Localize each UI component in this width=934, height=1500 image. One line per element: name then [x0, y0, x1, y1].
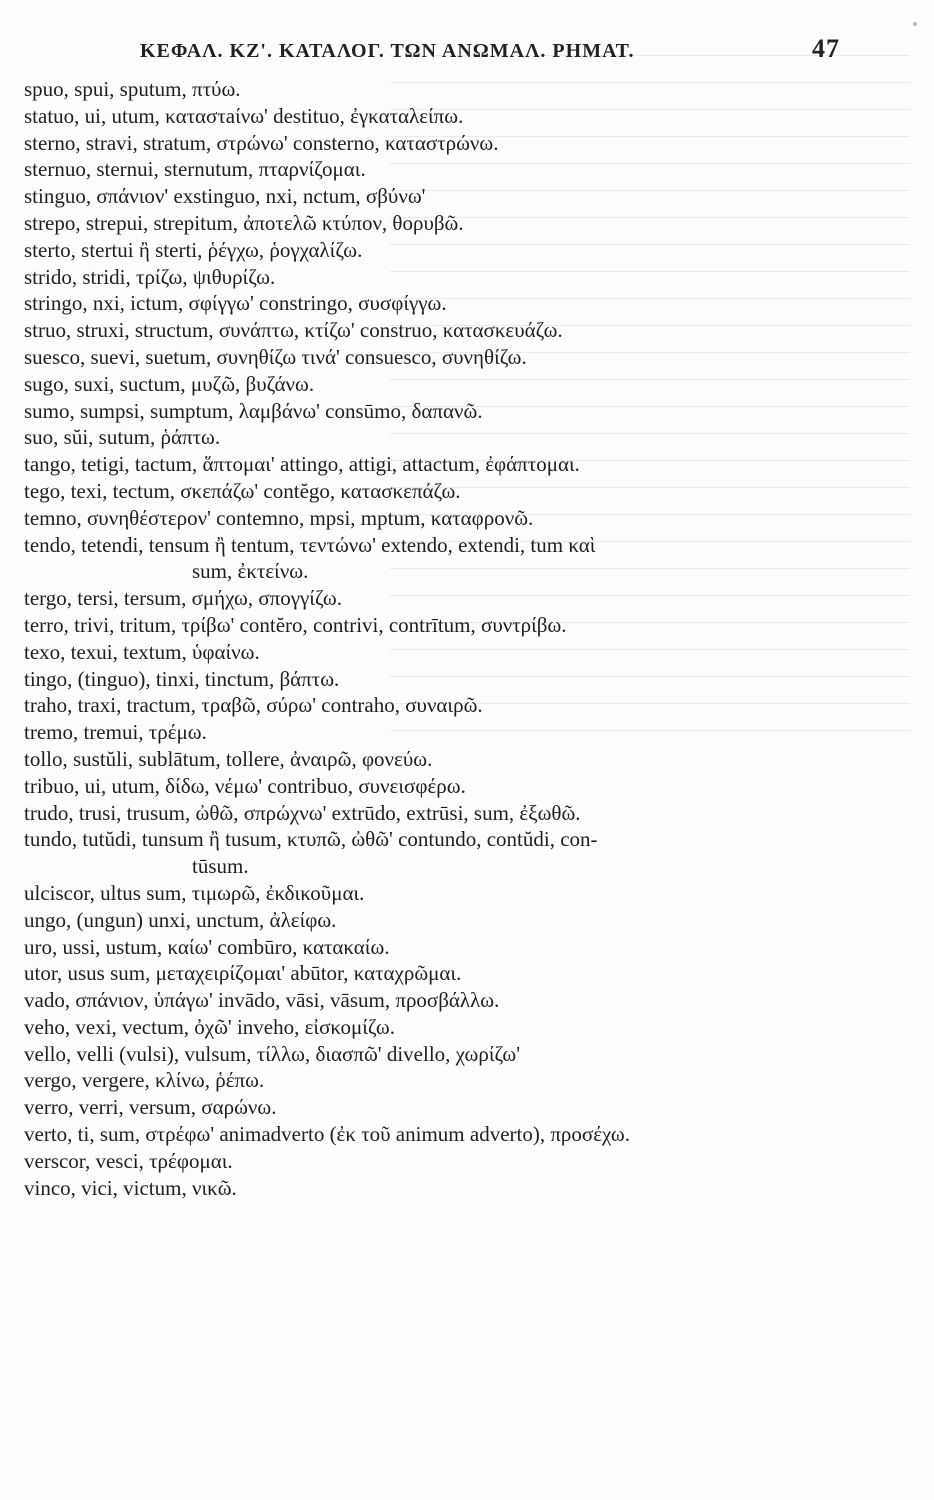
verb-entry: sugo, suxi, suctum, μυζῶ, βυζάνω.: [24, 371, 315, 396]
verb-entry: traho, traxi, tractum, τραβῶ, σύρω' contraho, συναιρῶ.: [24, 693, 483, 718]
verb-entry: vergo, vergere, κλίνω, ῥέπω.: [24, 1068, 265, 1093]
verb-entry: verscor, vesci, τρέφομαι.: [24, 1148, 233, 1173]
verb-entry: texo, texui, textum, ὑφαίνω.: [24, 639, 260, 664]
verb-entry: tribuo, ui, utum, δίδω, νέμω' contribuo, συνεισφέρω.: [24, 773, 466, 798]
verb-entry: stringo, nxi, ictum, σφίγγω' constringo, συσφίγγω.: [24, 291, 447, 316]
verb-entry: tendo, tetendi, tensum ἢ tentum, τεντώνω' extendo, extendi, tum καὶ: [24, 532, 596, 557]
verb-entry: tego, texi, tectum, σκεπάζω' contĕgo, κατασκεπάζω.: [24, 478, 461, 503]
page-number: 47: [812, 34, 840, 63]
verb-entry: struo, struxi, structum, συνάπτω, κτίζω' construo, κατασκευάζω.: [24, 318, 563, 343]
verb-entry: utor, usus sum, μεταχειρίζομαι' abūtor, καταχρῶμαι.: [24, 961, 462, 986]
verb-entry: sternuo, sternui, sternutum, πταρνίζομαι.: [24, 157, 366, 182]
verb-entry: sterto, stertui ἢ sterti, ῥέγχω, ῥογχαλίζω.: [24, 237, 363, 262]
verb-entry: vinco, vici, victum, νικῶ.: [24, 1175, 237, 1200]
verb-entry: vello, velli (vulsi), vulsum, τίλλω, διασπῶ' divello, χωρίζω': [24, 1041, 521, 1066]
verb-entry: tremo, tremui, τρέμω.: [24, 720, 207, 745]
verb-entry: tango, tetigi, tactum, ἅπτομαι' attingo, attigi, attactum, ἐφάπτομαι.: [24, 452, 580, 477]
verb-entry: tergo, tersi, tersum, σμήχω, σπογγίζω.: [24, 586, 342, 611]
verb-entry: ulciscor, ultus sum, τιμωρῶ, ἐκδικοῦμαι.: [24, 880, 365, 905]
verb-entry-continuation: tūsum.: [192, 854, 249, 879]
verb-entry: uro, ussi, ustum, καίω' combūro, κατακαίω.: [24, 934, 390, 959]
verb-entry: temno, συνηθέστερον' contemno, mpsi, mptum, καταφρονῶ.: [24, 505, 534, 530]
verb-entry: sterno, stravi, stratum, στρώνω' consterno, καταστρώνω.: [24, 130, 499, 155]
verb-entry: verto, ti, sum, στρέφω' animadverto (ἐκ τοῦ animum adverto), προσέχω.: [24, 1122, 630, 1147]
verb-entry: vado, σπάνιον, ὑπάγω' invādo, vāsi, vāsum, προσβάλλω.: [24, 988, 500, 1013]
paper-speck: [913, 22, 917, 26]
verb-entry: stinguo, σπάνιον' exstinguo, nxi, nctum, σβύνω': [24, 184, 426, 209]
verb-entry: veho, vexi, vectum, ὀχῶ' inveho, εἰσκομίζω.: [24, 1014, 395, 1039]
verb-entry: suesco, suevi, suetum, συνηθίζω τινά' consuesco, συνηθίζω.: [24, 344, 527, 369]
verb-entry: tingo, (tinguo), tinxi, tinctum, βάπτω.: [24, 666, 340, 691]
verb-entry-continuation: sum, ἐκτείνω.: [192, 559, 309, 584]
verb-entry: statuo, ui, utum, καταστaίνω' destituo, ἐγκαταλείπω.: [24, 103, 464, 128]
verb-entry: ungo, (ungun) unxi, unctum, ἀλείφω.: [24, 907, 337, 932]
verb-list: [24, 76, 904, 1201]
verb-entry: tundo, tutŭdi, tunsum ἢ tusum, κτυπῶ, ὠθῶ' contundo, contŭdi, con-: [24, 827, 598, 852]
verb-entry: terro, trivi, tritum, τρίβω' contĕro, contrivi, contrītum, συντρίβω.: [24, 612, 567, 637]
verb-entry: suo, sŭi, sutum, ῥάπτω.: [24, 425, 221, 450]
verb-entry: strido, stridi, τρίζω, ψιθυρίζω.: [24, 264, 276, 289]
verb-entry: spuo, spui, sputum, πτύω.: [24, 77, 241, 101]
verb-entry: strepo, strepui, strepitum, ἀποτελῶ κτύπον, θορυβῶ.: [24, 210, 464, 235]
verb-entry: trudo, trusi, trusum, ὠθῶ, σπρώχνω' extrūdo, extrūsi, sum, ἐξωθῶ.: [24, 800, 581, 825]
verb-entry: tollo, sustŭli, sublātum, tollere, ἀναιρῶ, φονεύω.: [24, 746, 433, 771]
verb-entry: sumo, sumpsi, sumptum, λαμβάνω' consūmo, δαπανῶ.: [24, 398, 483, 423]
running-head: ΚΕΦΑΛ. ΚΖ'. ΚΑΤΑΛΟΓ. ΤΩΝ ΑΝΩΜΑΛ. ΡΗΜΑΤ.: [140, 40, 635, 62]
verb-entry: verro, verri, versum, σαρώνω.: [24, 1095, 277, 1120]
page-header: [140, 34, 840, 72]
